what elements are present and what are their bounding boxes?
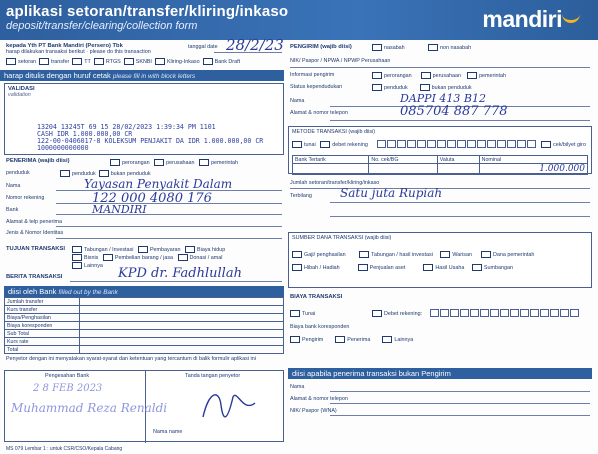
source-sumbangan[interactable] (472, 264, 482, 271)
source-title: SUMBER DANA TRANSAKSI (wajib diisi) (292, 235, 392, 241)
applicant-signature-icon (197, 383, 261, 427)
table-row: Biaya koresponden (5, 322, 284, 330)
table-row: Kurs rate (5, 338, 284, 346)
logo-wave-icon (562, 10, 580, 23)
applicant-section: PENGIRIM (wajib diisi) (290, 44, 352, 50)
corr-label: Biaya bank koresponden (290, 324, 350, 330)
source-warisan[interactable] (440, 251, 450, 258)
source-penjualan[interactable] (358, 264, 368, 271)
nik-label: NIK/ Paspor / NPWA / NPWP Perusahaan (290, 58, 391, 64)
ben-pemerintah-check[interactable] (199, 159, 209, 166)
source-pemerintah[interactable] (481, 251, 491, 258)
sender-status-label: Status kependudukan (290, 84, 343, 90)
form-subtitle: deposit/transfer/clearing/collection form (6, 20, 198, 32)
source-usaha[interactable] (423, 264, 433, 271)
process-label: harap dilakukan transaksi berikut · please do this transaction (6, 49, 151, 56)
source-gaji[interactable] (292, 251, 302, 258)
signature-name-label: Nama name (153, 429, 183, 435)
source-hibah[interactable] (292, 264, 302, 271)
table-row: Total (5, 346, 284, 354)
bank-section-bar: diisi oleh Bank filled out by the Bank (4, 286, 284, 297)
total-label: Jumlah setoran/transfer/kliring/inkaso (290, 180, 380, 186)
account-value[interactable]: 122 000 4080 176 (92, 191, 212, 206)
address-label: Alamat & telp penerima (6, 219, 63, 225)
form-title: aplikasi setoran/transfer/kliring/inkaso (6, 3, 289, 20)
validation-print: 13204 13245T 69 15 28/02/2023 1:39:34 PM 1101 CASH IDR 1.000.000,00 CR 122-00-0406017-8 KOLEKSUM PENJAKIT DA IDR 1.000.000,00 CR 1000000000000 (37, 123, 264, 152)
date-label: tanggal date (188, 44, 218, 50)
purpose-lainnya[interactable] (72, 262, 82, 269)
bank-section-table (4, 297, 284, 354)
corr-receiver-check[interactable] (335, 336, 345, 343)
fee-cash-check[interactable] (290, 310, 300, 317)
purpose-biaya-hidup[interactable] (185, 246, 195, 253)
purpose-bisnis[interactable] (72, 254, 82, 261)
fee-debit-check[interactable] (372, 310, 382, 317)
type-kliring[interactable]: Kliring-Inkaso (155, 59, 200, 65)
cheque-table (292, 155, 588, 175)
bank-approval-label: Pengesahan Bank (45, 373, 90, 379)
type-tt[interactable]: TT (72, 59, 91, 65)
disclaimer: Penyetor dengan ini menyatakan syarat-syarat dan ketentuan yang tercantum di balik formulir aplikasi ini (6, 356, 256, 362)
applicant-signature-label: Tanda tangan penyetor (185, 373, 241, 379)
source-of-funds-box: SUMBER DANA TRANSAKSI (wajib diisi) Gaji/ penghasilan Tabungan / hasil investasi Warisan Dana pemerintah Hibah / Hadiah Penjualan aset Hasil Usaha Sumbangan (288, 232, 592, 288)
instruction-bar: harap ditulis dengan huruf cetak please fill in with block letters (0, 70, 284, 81)
id-type-label: Jenis & Nomor Identitas (6, 230, 64, 236)
type-rtgs[interactable]: RTGS (94, 59, 121, 65)
purpose-title: TUJUAN TRANSAKSI (6, 246, 65, 252)
status-penduduk-check[interactable] (60, 170, 70, 177)
sender-name-value[interactable]: DAPPI 413 B12 (400, 92, 486, 105)
sender-address-value[interactable]: 085704 887 778 (400, 104, 508, 119)
words-value[interactable]: Satu juta Rupiah (340, 186, 443, 200)
source-tabungan[interactable] (359, 251, 369, 258)
beneficiary-name-label: Nama (6, 183, 21, 189)
sender-pemerintah-check[interactable] (467, 72, 477, 79)
corr-other-check[interactable] (382, 336, 392, 343)
purpose-donasi[interactable] (178, 254, 188, 261)
sender-address-label: Alamat & nomor telepon (290, 110, 348, 116)
method-title: METODE TRANSAKSI (wajib diisi) (292, 129, 376, 135)
signature-box (4, 370, 284, 442)
beneficiary-name-value[interactable]: Yayasan Penyakit Dalam (84, 177, 233, 191)
debit-account-cells[interactable] (377, 140, 537, 148)
method-debit-check[interactable] (320, 141, 330, 148)
sender-info-label: Informasi pengirim (290, 72, 335, 78)
table-row: Sub Total (5, 330, 284, 338)
auth-id-label: NIK/ Paspor (WNA) (290, 408, 337, 414)
bank-value[interactable]: MANDIRI (92, 203, 147, 216)
bank-label: Bank (6, 207, 19, 213)
news-value[interactable]: KPD dr. Fadhlullah (118, 266, 242, 281)
ben-perorangan-check[interactable] (110, 159, 120, 166)
purpose-options: Tabungan / Investasi Pembayaran Biaya hidup Bisnis Pembelian barang / jasa Donasi / amal Lainnya (72, 246, 286, 270)
table-row: Biaya/Penghasilan (5, 314, 284, 322)
method-cash-check[interactable] (292, 141, 302, 148)
transaction-types (6, 58, 286, 65)
form-footer: MS 079 Lembar 1 : untuk CSR/CSO/Kepala Cabang (6, 446, 123, 452)
sender-name-label: Nama (290, 98, 305, 104)
nominal-value: 1.000.000 (539, 164, 585, 174)
auth-address-label: Alamat & nomor telepon (290, 396, 348, 402)
addressee: kepada Yth PT Bank Mandiri (Persero) Tbk harap dilakukan transaksi berikut · please do this transaction (6, 43, 151, 56)
fee-account-cells[interactable] (430, 309, 580, 317)
sender-perorangan-check[interactable] (372, 72, 382, 79)
auth-name-label: Nama (290, 384, 305, 390)
deposit-form: aplikasi setoran/transfer/kliring/inkaso deposit/transfer/clearing/collection form mandiri kepada Yth PT Bank Mandiri (Persero) Tbk harap dilakukan transaksi berikut · please do this transaction tanggal date 28/2/23 setoran transfer TT RTGS SKNBI Kliring-Inkaso Bank Draft harap ditulis dengan huruf cetak please fill in with block letters VALIDASI validation 13204 13245T 69 15 28/02/2023 1:39:34 PM 1101 CASH IDR 1.000.000,00 CR 122-00-0406017-8 KOLEKSUM PENJAKIT DA IDR 1.000.000,00 CR 1000000000000 PENERIMA (wajib diisi) perorangan perusahaan pemerintah penduduk penduduk bukan penduduk Nama Yayasan Penyakit Dalam Nomor rekening 122 000 4080 176 Bank MANDIRI Alamat & telp penerima Jenis & Nomor Identitas TUJUAN TRANSAKSI Tabungan / Investasi Pembayaran Biaya hidup Bisnis Pembelian barang / jasa Donasi / amal Lainnya BERITA TRANSAKSI KPD dr. Fadhlullah diisi oleh Bank filled out by the Bank Jumlah transfer Kurs transfer Biaya/Penghasilan Biaya koresponden Sub Total Kurs rate Total Penyetor dengan ini menyatakan syarat-syarat dan ketentuan yang tercantum di balik formulir aplikasi ini Pengesahan Bank Tanda tangan penyetor 2 8 FEB 2023 Muhammad Reza Renaldi Nama name PENGIRIM (wajib diisi) nasabah non nasabah NIK/ Paspor / NPWA / NPWP Perusahaan Informasi pengirim perorangan perusahaan pemerintah Status kependudukan penduduk bukan penduduk Nama DAPPI 413 B12 Alamat & nomor telepon 085704 887 778 METODE TRANSAKSI (wajib diisi) tunai debet rekening cek/bilyet giro Bank Tertarik No. cek/BG Valuta Nominal 1.000.000 Jumlah setoran/transfer/kliring/inkaso Terbilang Satu juta Rupiah SUMBER DANA TRANSAKSI (wajib diisi) Gaji/ penghasilan Tabungan / hasil investasi Warisan Dana pemerintah Hibah / Hadiah Penjualan aset Hasil Usaha Sumbangan BIAYA TRANSAKSI Tunai Debet rekening: Biaya bank koresponden Pengirim Penerima Lainnya diisi apabila penerima transaksi bukan Pengirim Nama Alamat & nomor telepon NIK/ Paspor (WNA) MS 079 Lembar 1 : untuk CSR/CSO/Kepala Cabang (0, 0, 598, 454)
news-label: BERITA TRANSAKSI (6, 274, 63, 280)
sender-penduduk-check[interactable] (372, 84, 382, 91)
beneficiary-section: PENERIMA (wajib diisi) (6, 158, 70, 164)
purpose-tabungan[interactable] (72, 246, 82, 253)
purpose-pembelian[interactable] (103, 254, 113, 261)
table-row: Kurs transfer (5, 306, 284, 314)
table-row: Jumlah transfer (5, 298, 284, 306)
sender-perusahaan-check[interactable] (421, 72, 431, 79)
method-box: METODE TRANSAKSI (wajib diisi) tunai debet rekening cek/bilyet giro Bank Tertarik No. cek/BG Valuta Nominal 1.000.000 (288, 126, 592, 174)
bank-stamp-date: 2 8 FEB 2023 (33, 383, 103, 394)
bank-logo: mandiri (482, 6, 562, 32)
table-row: Bank Tertarik No. cek/BG Valuta Nominal (293, 156, 588, 164)
validation-box: VALIDASI validation 13204 13245T 69 15 28/02/2023 1:39:34 PM 1101 CASH IDR 1.000.000,00 CR 122-00-0406017-8 KOLEKSUM PENJAKIT DA IDR 1.000.000,00 CR 1000000000000 (4, 83, 284, 155)
words-label: Terbilang (290, 193, 312, 199)
type-bank-draft[interactable]: Bank Draft (203, 59, 240, 65)
purpose-pembayaran[interactable] (138, 246, 148, 253)
fees-title: BIAYA TRANSAKSI (290, 294, 343, 300)
corr-sender-check[interactable] (290, 336, 300, 343)
form-header (0, 0, 598, 40)
applicant-nasabah-check[interactable] (372, 44, 382, 51)
authorized-bar: diisi apabila penerima transaksi bukan Pengirim (288, 368, 592, 379)
status-bukan-check[interactable] (99, 170, 109, 177)
date-value: 28/2/23 (226, 36, 284, 54)
bank-stamp-name: Muhammad Reza Renaldi (11, 401, 168, 415)
method-cheque-check[interactable] (541, 141, 551, 148)
applicant-nonnasabah-check[interactable] (428, 44, 438, 51)
type-transfer[interactable]: transfer (39, 59, 69, 65)
type-setoran[interactable]: setoran (6, 59, 36, 65)
ben-perusahaan-check[interactable] (154, 159, 164, 166)
type-sknbi[interactable]: SKNBI (124, 59, 152, 65)
account-label: Nomor rekening (6, 195, 45, 201)
table-row (293, 164, 588, 175)
sender-bukan-check[interactable] (420, 84, 430, 91)
